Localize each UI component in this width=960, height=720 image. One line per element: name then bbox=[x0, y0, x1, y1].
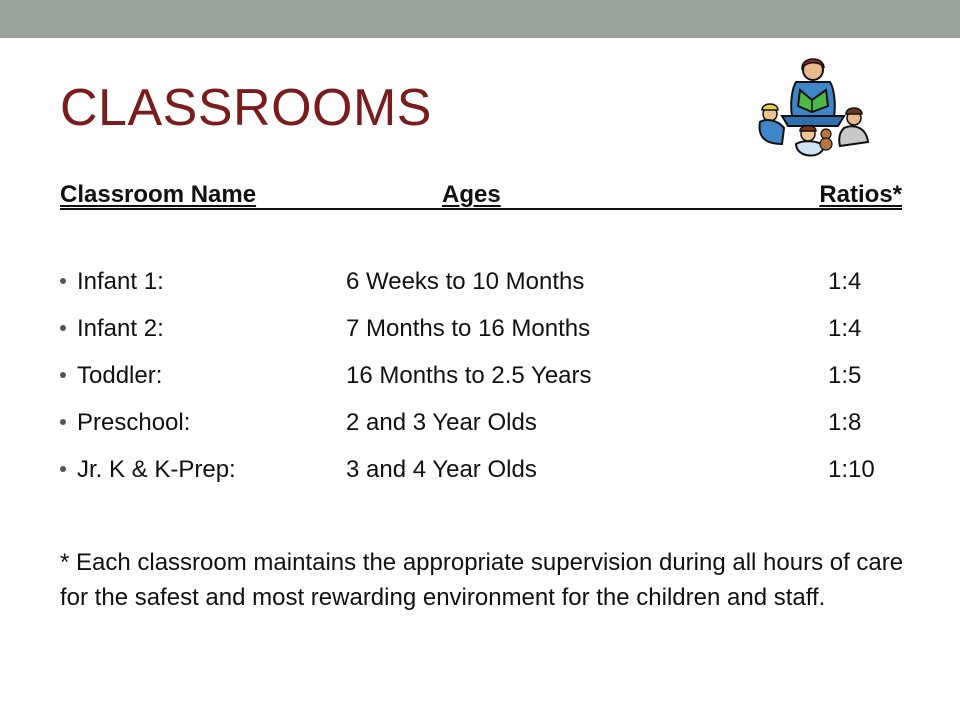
bullet-icon bbox=[60, 419, 66, 425]
classroom-name: Preschool: bbox=[77, 409, 191, 436]
footnote: * Each classroom maintains the appropriate supervision during all hours of care for the safest and most rewarding environment for the children and staff. bbox=[60, 549, 904, 611]
classroom-ages: 6 Weeks to 10 Months bbox=[346, 268, 585, 295]
classroom-row-infant-2 bbox=[60, 315, 920, 362]
slide-title: CLASSROOMS bbox=[60, 79, 432, 137]
classroom-ratio: 1:4 bbox=[828, 315, 862, 342]
classroom-ratio: 1:10 bbox=[828, 456, 875, 483]
classroom-name: Toddler: bbox=[77, 362, 163, 389]
classroom-row-jr-k bbox=[60, 456, 920, 503]
top-accent-bar bbox=[0, 0, 960, 38]
classroom-ages: 7 Months to 16 Months bbox=[346, 315, 591, 342]
classroom-ages: 16 Months to 2.5 Years bbox=[346, 362, 592, 389]
classroom-ratio: 1:4 bbox=[828, 268, 862, 295]
teacher-reading-to-children-icon bbox=[752, 54, 874, 168]
header-ages: Ages bbox=[442, 181, 501, 208]
classroom-name: Infant 1: bbox=[77, 268, 164, 295]
bullet-icon bbox=[60, 372, 66, 378]
bullet-icon bbox=[60, 466, 66, 472]
classroom-name: Jr. K & K-Prep: bbox=[77, 456, 236, 483]
bullet-icon bbox=[60, 325, 66, 331]
classroom-row-toddler bbox=[60, 362, 920, 409]
classroom-row-infant-1 bbox=[60, 268, 920, 315]
classroom-row-preschool bbox=[60, 409, 920, 456]
header-classroom-name: Classroom Name bbox=[60, 181, 257, 208]
classroom-ratio: 1:5 bbox=[828, 362, 862, 389]
table-header bbox=[60, 181, 902, 215]
classroom-ratio: 1:8 bbox=[828, 409, 862, 436]
classroom-ages: 2 and 3 Year Olds bbox=[346, 409, 537, 436]
bullet-icon bbox=[60, 278, 66, 284]
header-ratios: Ratios* bbox=[819, 181, 902, 208]
classroom-name: Infant 2: bbox=[77, 315, 164, 342]
classroom-list bbox=[60, 268, 920, 503]
classroom-ages: 3 and 4 Year Olds bbox=[346, 456, 537, 483]
